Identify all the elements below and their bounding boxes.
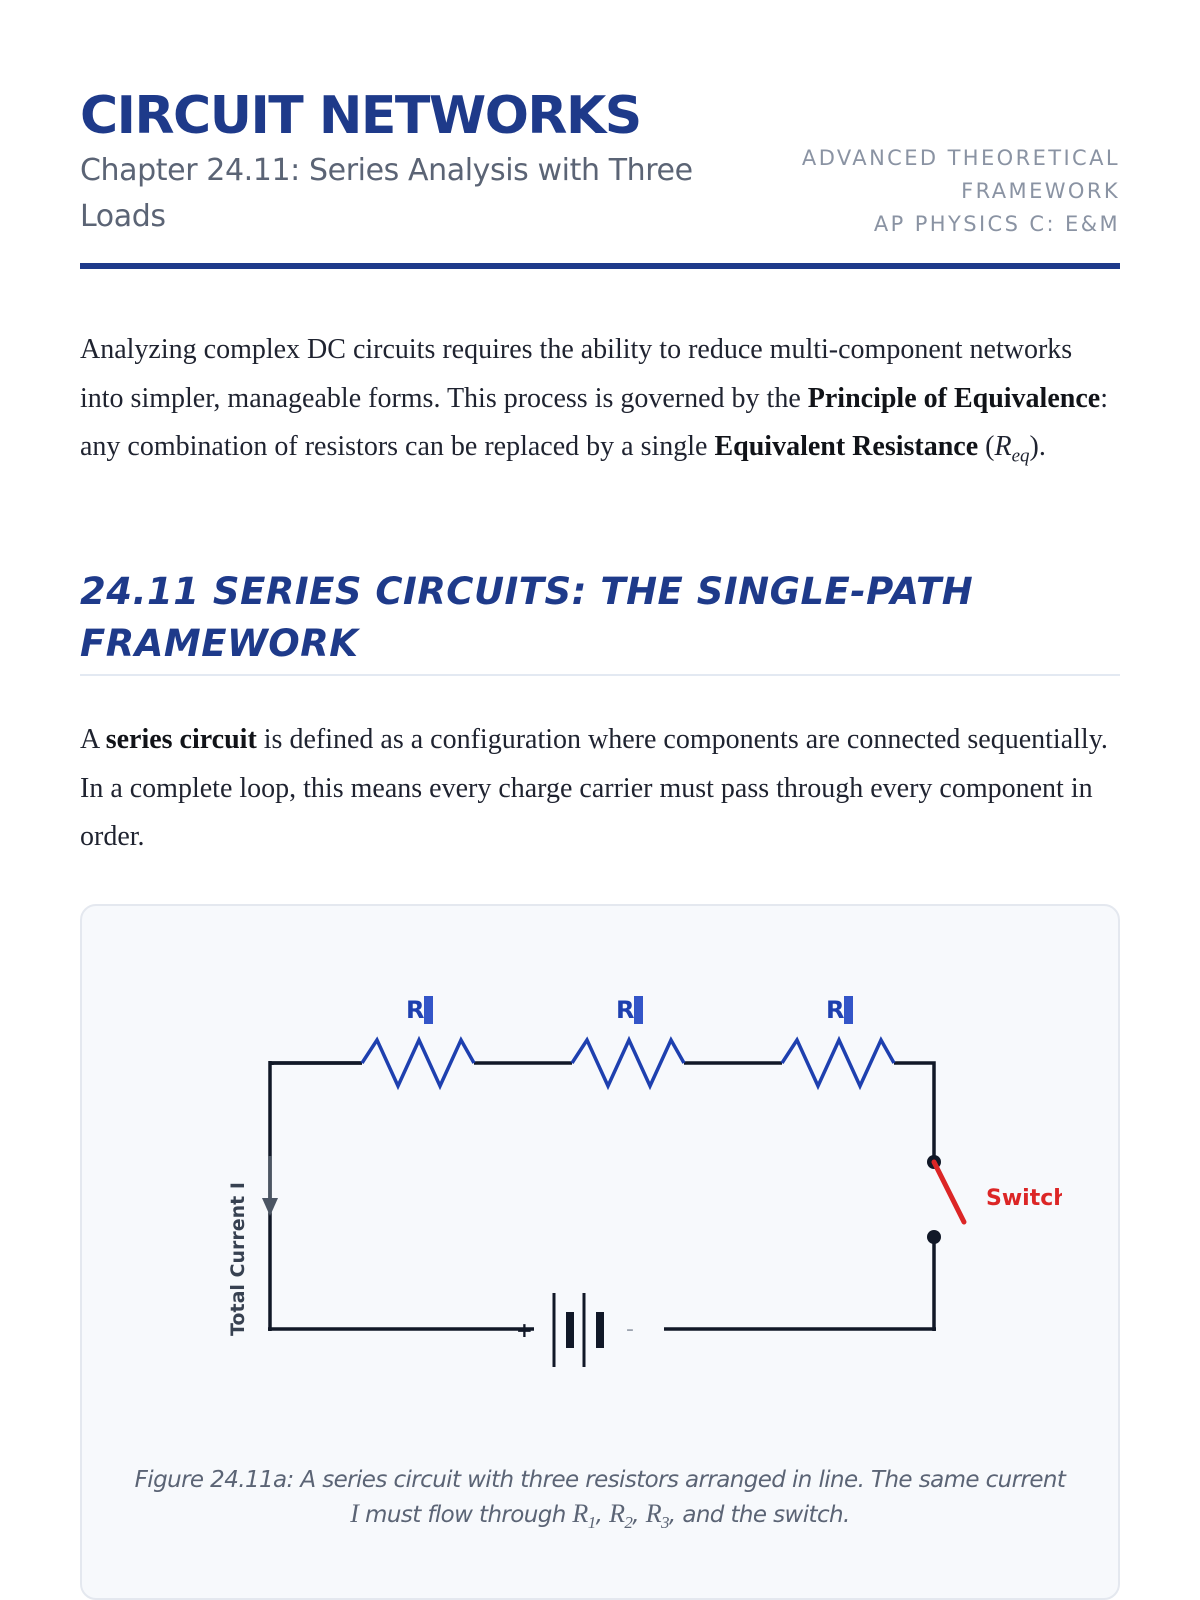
header-divider (80, 263, 1120, 269)
req-symbol-subscript: eq (1011, 445, 1030, 467)
battery-plate-short-2 (596, 1312, 604, 1348)
caption-r2 (609, 1499, 633, 1533)
intro-text-1: Analyzing complex DC circuits requires the ability to reduce multi-component networks into simpler, manageable forms. This process is governed by the (80, 334, 1073, 414)
caption-current-symbol: I (350, 1499, 359, 1528)
series-text-2: is defined as a configuration where components are connected sequentially. In a complete loop, this means every charge carrier must pass through every component in order. (80, 724, 1108, 852)
switch-label: Switch (986, 1186, 1069, 1211)
caption-r3-base: R (645, 1499, 661, 1528)
intro-paragraph (80, 326, 1120, 481)
intro-text-3: ( (978, 431, 995, 462)
resistor-r1 (362, 1040, 474, 1086)
resistor-r3 (782, 1040, 894, 1086)
switch-terminal-bottom (927, 1230, 941, 1244)
page-header (80, 80, 1120, 270)
wire-top-right (894, 1063, 934, 1160)
meta-line-3: AP PHYSICS C: E&M (873, 212, 1120, 236)
circuit-diagram (82, 906, 1118, 1466)
resistor-labels (406, 996, 853, 1024)
caption-text-end: , and the switch. (668, 1502, 850, 1528)
current-arrow (262, 1156, 278, 1216)
caption-r2-sub: 2 (624, 1513, 633, 1533)
series-circuit-term: series circuit (105, 724, 257, 755)
series-paragraph (80, 716, 1120, 862)
circuit-figure (80, 904, 1120, 1600)
battery-plus-label: + (516, 1318, 533, 1342)
caption-line-1: Figure 24.11a: A series circuit with three resistors arranged in line. The same current (134, 1467, 1066, 1493)
req-symbol (994, 431, 1030, 467)
resistor-r2 (572, 1040, 684, 1086)
battery-plate-short-1 (566, 1312, 574, 1348)
figure-caption (122, 1464, 1078, 1539)
resistor-label-1: R (406, 996, 425, 1024)
caption-r1-sub: 1 (587, 1513, 596, 1533)
section-heading: 24.11 SERIES CIRCUITS: THE SINGLE-PATH FRAMEWORK (80, 570, 974, 665)
intro-text-4: ). (1029, 431, 1046, 462)
chapter-subtitle: Chapter 24.11: Series Analysis with Three Loads (80, 153, 693, 234)
caption-r3 (645, 1499, 669, 1533)
battery-minus-label: - (626, 1317, 634, 1342)
current-label: Total Current I (227, 1182, 249, 1336)
series-text-1: A (80, 724, 106, 755)
section-divider (80, 674, 1120, 676)
switch (927, 1155, 964, 1244)
resistor-subscript-glyph-3 (844, 996, 853, 1024)
wires (268, 1061, 936, 1331)
resistor-subscript-glyph-1 (424, 996, 433, 1024)
caption-r3-sub: 3 (661, 1513, 669, 1533)
resistor-subscript-glyph-2 (634, 996, 643, 1024)
principle-of-equivalence-term: Principle of Equivalence (807, 382, 1101, 414)
meta-line-2: FRAMEWORK (961, 179, 1120, 203)
caption-r2-base: R (609, 1499, 625, 1528)
course-meta (760, 142, 1120, 241)
req-symbol-base: R (994, 431, 1012, 462)
page-title: CIRCUIT NETWORKS (80, 86, 641, 146)
equivalent-resistance-term: Equivalent Resistance (714, 431, 979, 462)
resistor-label-2: R (616, 996, 635, 1024)
caption-text-mid: must flow through (358, 1502, 573, 1528)
resistors (362, 1040, 894, 1086)
switch-label-clip (986, 1186, 1069, 1211)
intro-text-2: : any combination of resistors can be replaced by a single (80, 382, 1108, 462)
caption-r1-base: R (572, 1499, 588, 1528)
caption-line-2: I must flow through $R_1$, $R_2$, $R_3$, and the switch. (350, 1499, 850, 1533)
resistor-label-3: R (826, 996, 845, 1024)
meta-line-1: ADVANCED THEORETICAL (801, 146, 1120, 170)
switch-lever (934, 1162, 964, 1222)
caption-r1 (572, 1499, 596, 1533)
